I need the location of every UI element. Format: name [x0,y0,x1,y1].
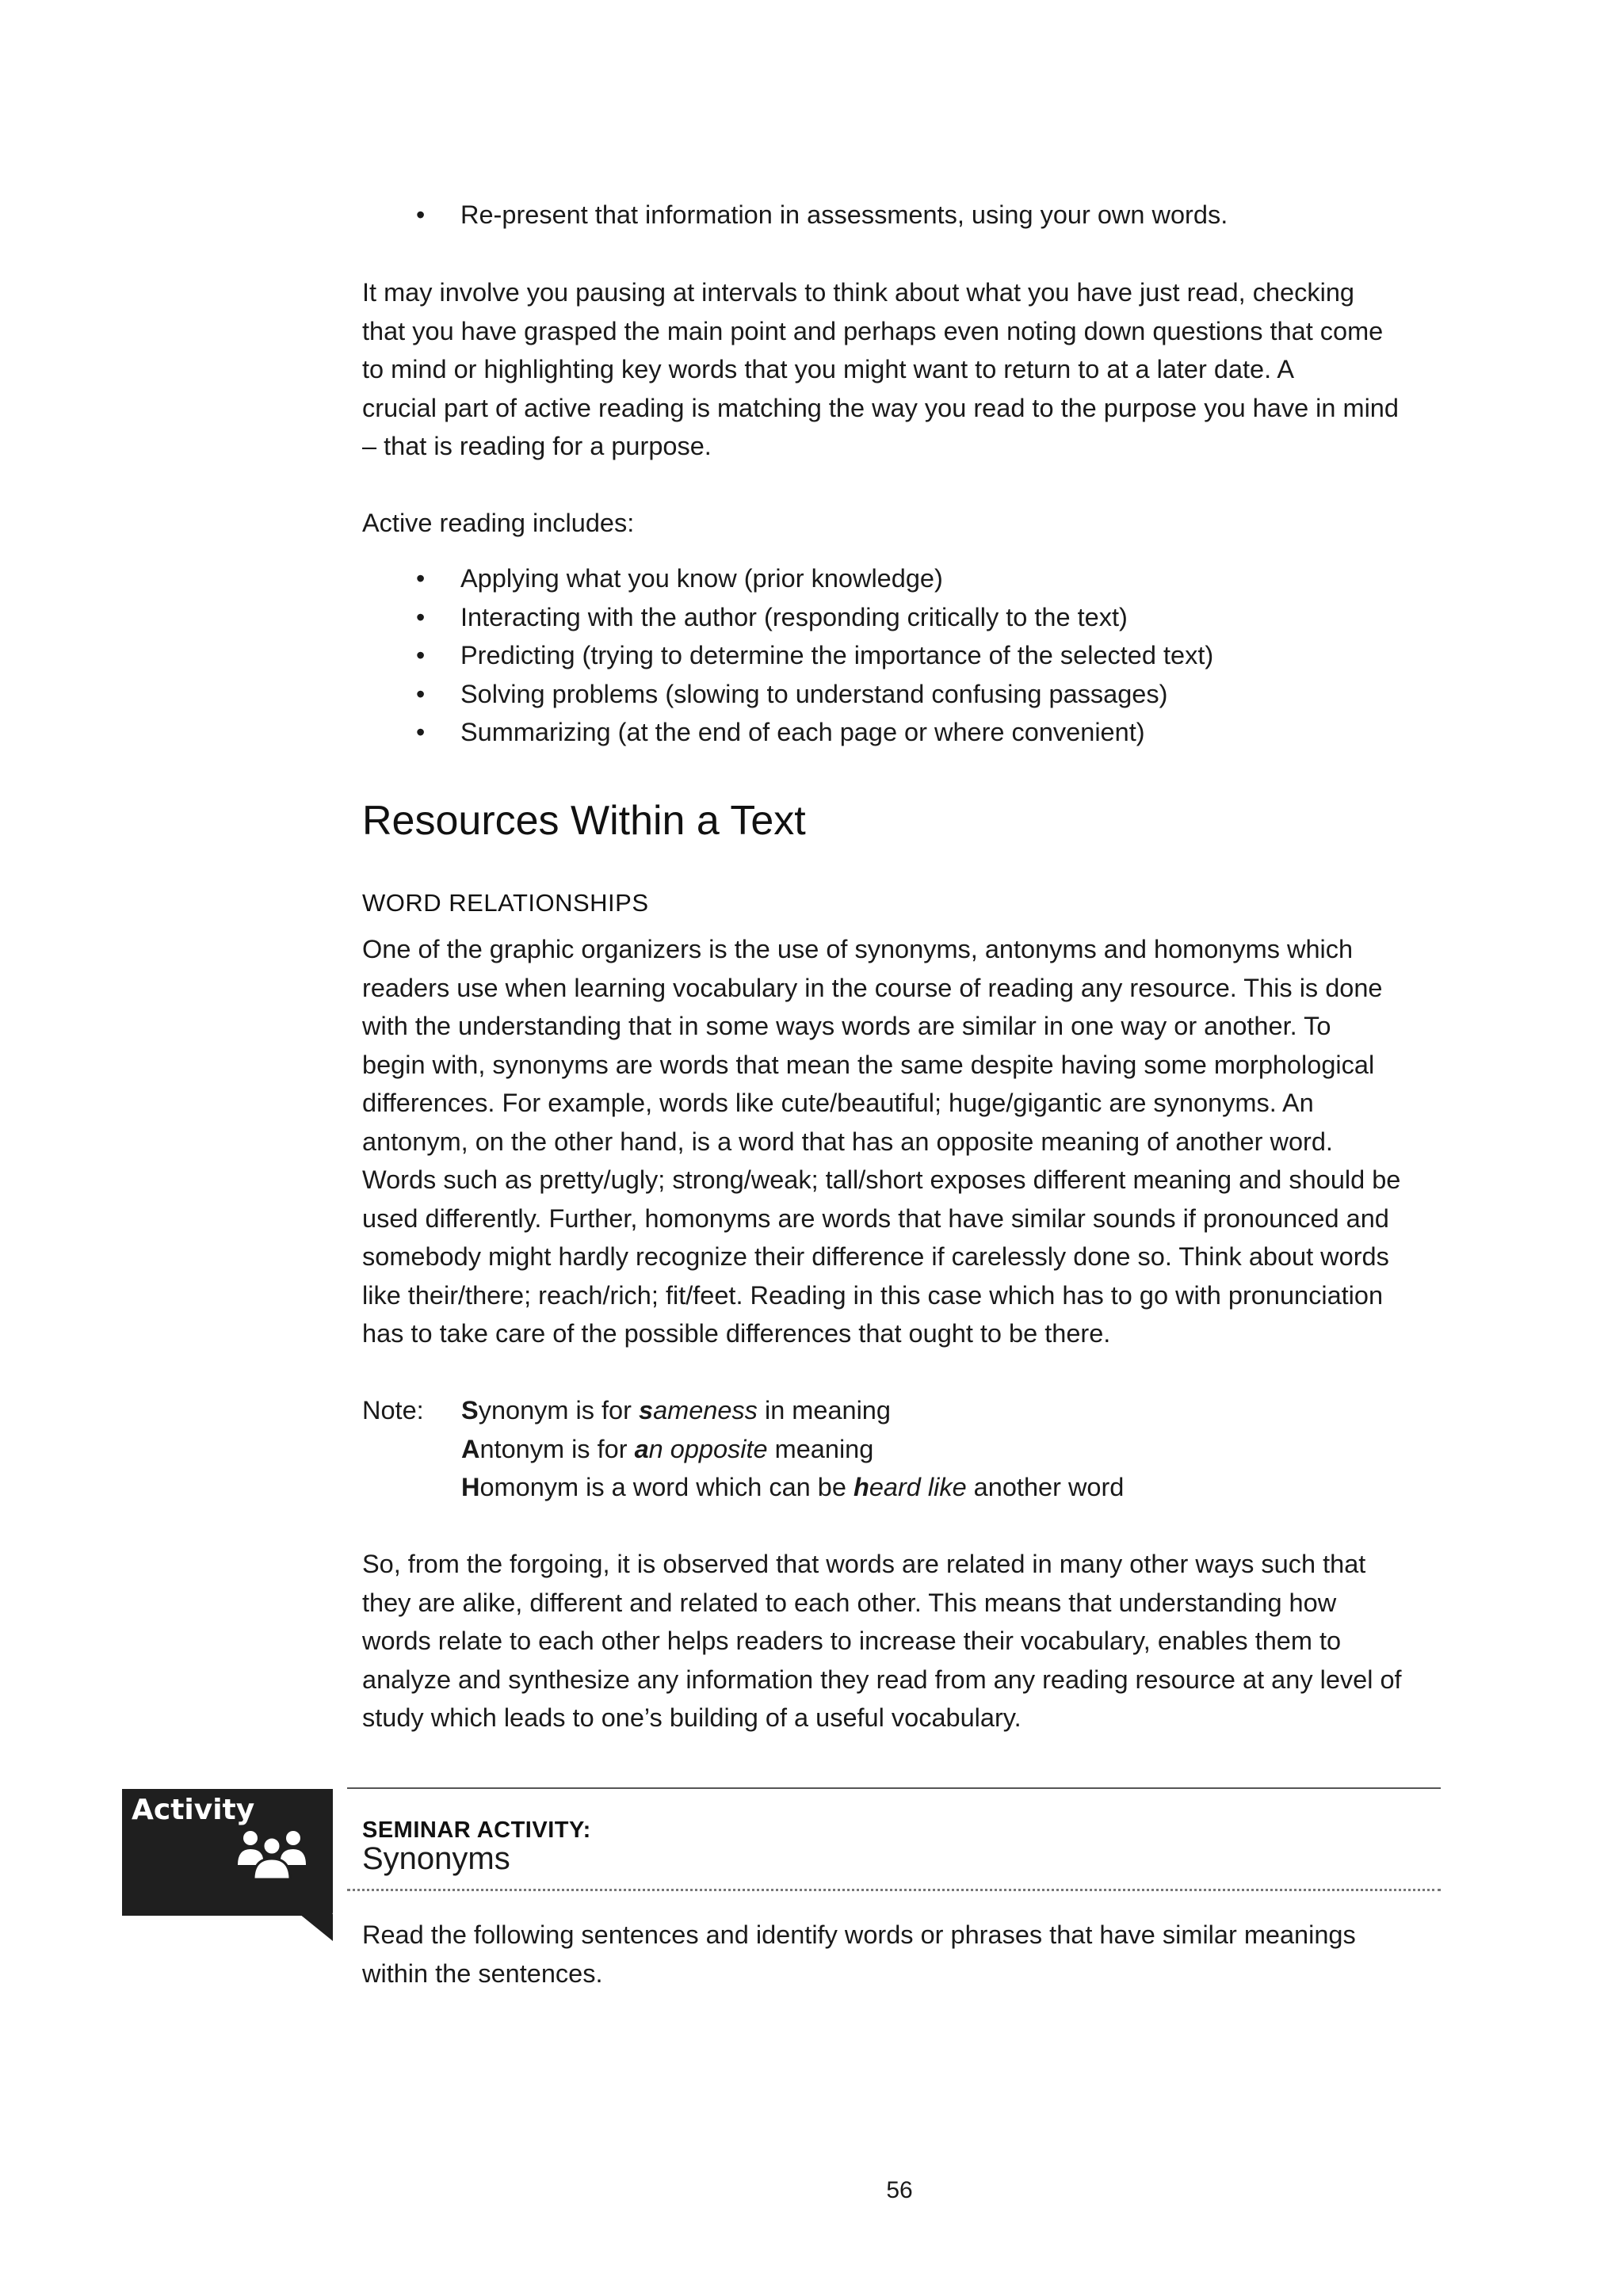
text-line: It may involve you pausing at intervals to think about what you have just read, checking [362,278,1354,307]
page-number: 56 [886,2177,913,2203]
paragraph-forgoing [362,1545,1440,1737]
subsection-title: WORD RELATIONSHIPS [362,889,649,917]
list-item: • Summarizing (at the end of each page or where convenient) [362,713,1440,752]
activity-badge [122,1789,333,1916]
text-line: they are alike, different and related to each other. This means that understanding how [362,1588,1337,1617]
activity-title: Synonyms [362,1841,510,1876]
text-line: used differently. Further, homonyms are words that have similar sounds if pronounced and [362,1203,1389,1233]
note-line-homonym: Homonym is a word which can be heard like another word [461,1473,1125,1501]
text-line: One of the graphic organizers is the use of synonyms, antonyms and homonyms which [362,935,1354,963]
active-reading-label: Active reading includes: [362,509,635,537]
activity-dotted-rule [347,1889,1441,1891]
bullet-icon: • [416,641,426,669]
activity-badge-label: Activity [132,1794,255,1826]
list-item: • Applying what you know (prior knowledge) [362,559,1440,598]
text-line: with the understanding that in some ways words are similar in one way or another. To [362,1012,1331,1040]
intro-bullet-list [362,196,1440,235]
text-line: somebody might hardly recognize their difference if carelessly done so. Think about words [362,1242,1389,1271]
note-block [362,1391,1440,1507]
text-line: within the sentences. [362,1958,603,1988]
text-line: So, from the forgoing, it is observed that words are related in many other ways such that [362,1550,1366,1578]
text-line: antonym, on the other hand, is a word that has an opposite meaning of another word. [362,1127,1333,1156]
text-line: readers use when learning vocabulary in the course of reading any resource. This is done [362,973,1383,1002]
active-reading-list [362,559,1440,752]
text-line: begin with, synonyms are words that mean the same despite having some morphological [362,1050,1375,1079]
text-line: that you have grasped the main point and perhaps even noting down questions that come [362,316,1384,345]
activity-heading: SEMINAR ACTIVITY: [362,1817,591,1843]
note-label: Note: [362,1396,424,1425]
text-line: analyze and synthesize any information they read from any reading resource at any level of [362,1665,1402,1694]
bullet-icon: • [416,564,426,593]
list-item: • Re-present that information in assessments, using your own words. [362,196,1440,235]
list-item: • Interacting with the author (responding critically to the text) [362,598,1440,637]
section-title: Resources Within a Text [362,798,806,844]
text-line: Words such as pretty/ugly; strong/weak; tall/short exposes different meaning and should be [362,1165,1401,1194]
activity-top-rule [347,1787,1441,1789]
text-line: words relate to each other helps readers to increase their vocabulary, enables them to [362,1627,1342,1655]
note-line-antonym: Antonym is for an opposite meaning [461,1434,874,1463]
text-line: study which leads to one’s building of a useful vocabulary. [362,1703,1022,1732]
paragraph-word-relationships [362,930,1440,1353]
group-people-icon [233,1827,311,1882]
bullet-icon: • [416,602,426,631]
list-item: • Predicting (trying to determine the importance of the selected text) [362,636,1440,675]
text-line: – that is reading for a purpose. [362,432,712,460]
bullet-icon: • [416,718,426,746]
text-line: like their/there; reach/rich; fit/feet. Reading in this case which has to go with pronunciation [362,1280,1384,1310]
paragraph-active-reading [362,273,1440,466]
text-line: to mind or highlighting key words that you might want to return to at a later date. A [362,355,1295,383]
text-line: differences. For example, words like cute/beautiful; huge/gigantic are synonyms. An [362,1089,1314,1117]
note-line-synonym: Synonym is for sameness in meaning [461,1396,891,1425]
bullet-icon: • [416,200,426,229]
bullet-icon: • [416,679,426,708]
activity-instruction [362,1916,1440,1993]
text-line: has to take care of the possible differences that ought to be there. [362,1319,1111,1348]
text-line: Read the following sentences and identify words or phrases that have similar meanings [362,1920,1356,1949]
activity-badge-tail [300,1914,334,1943]
list-item: • Solving problems (slowing to understand confusing passages) [362,675,1440,714]
text-line: crucial part of active reading is matching the way you read to the purpose you have in mind [362,393,1399,422]
